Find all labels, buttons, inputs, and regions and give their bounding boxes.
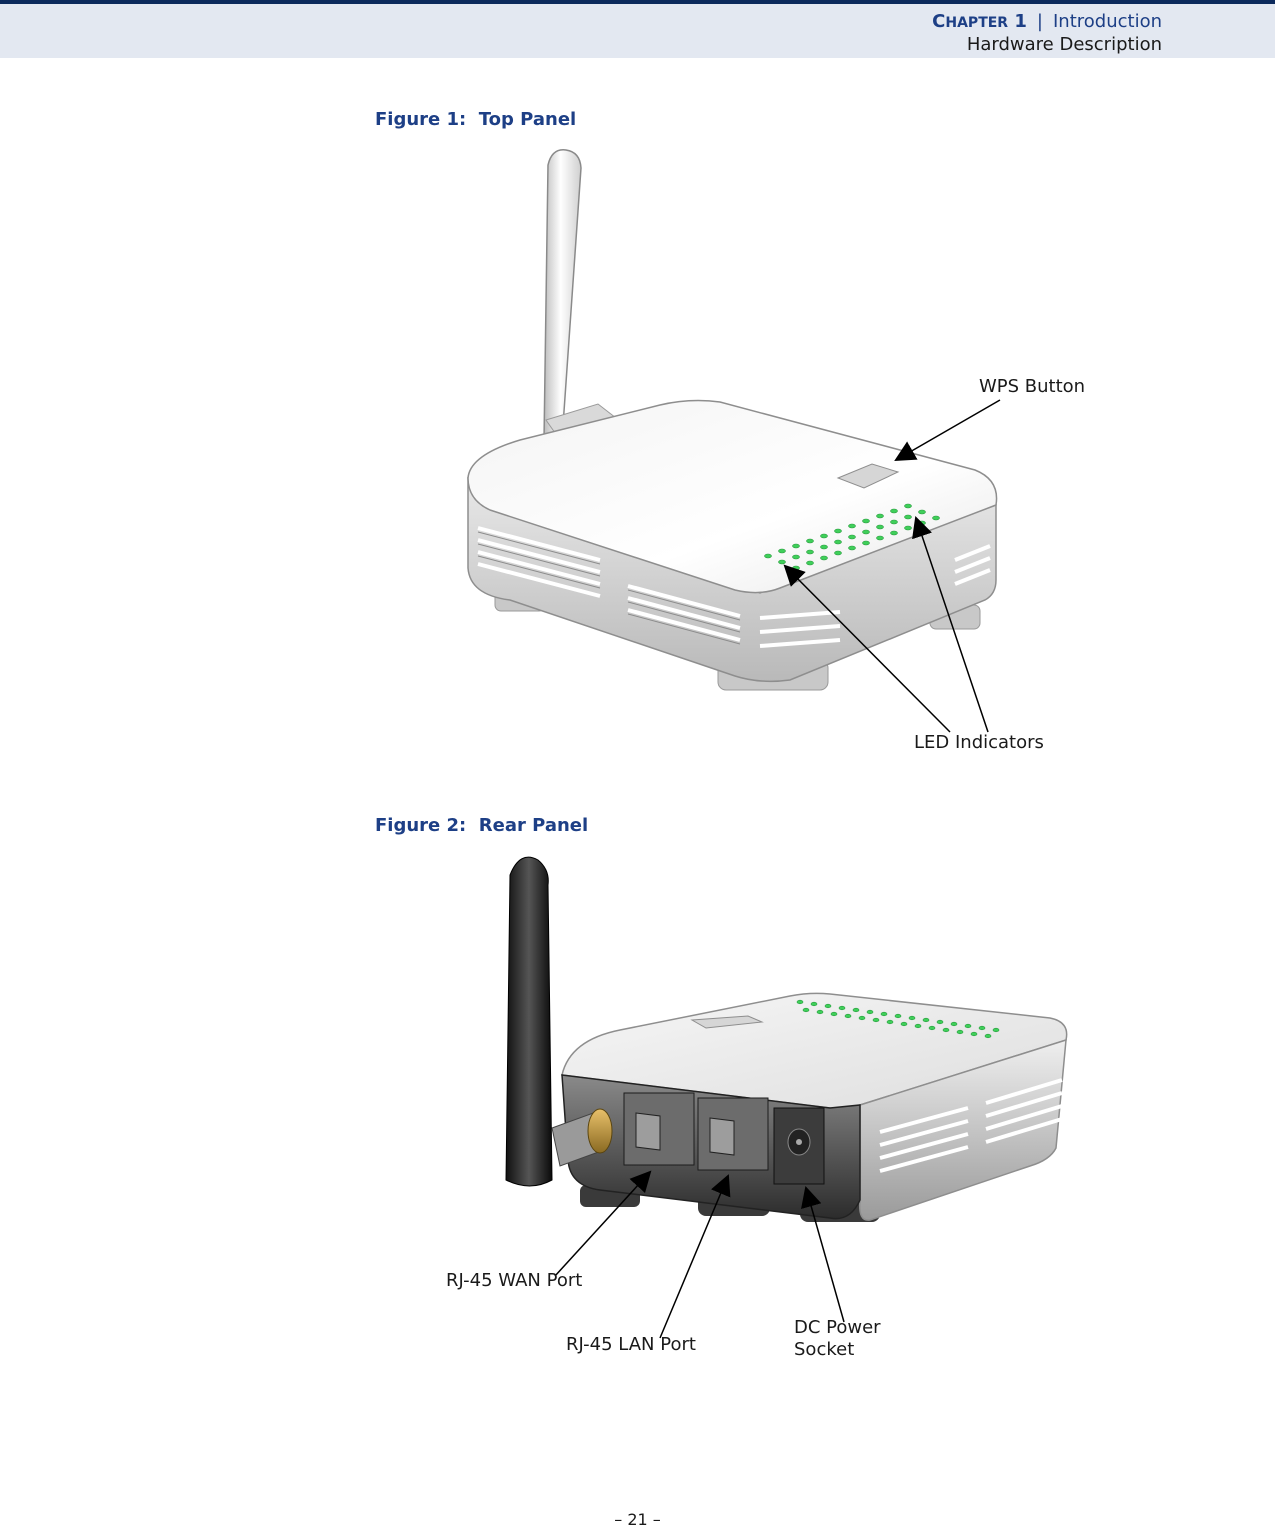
figure1-caption: Figure 1: Top Panel [375,109,577,130]
chapter-label: CHAPTER 1 [932,11,1027,32]
callout-wps-button: WPS Button [979,376,1086,397]
callout-wan-port: RJ-45 WAN Port [446,1270,583,1291]
antenna-figure2 [506,857,552,1186]
section-title: Hardware Description [966,34,1162,55]
page-number: – 21 – [614,1510,661,1529]
figure2-caption: Figure 2: Rear Panel [375,815,589,836]
callout-dc-line1: DC Power [794,1317,881,1338]
callout-dc-line2: Socket [794,1339,855,1360]
callout-lan-port: RJ-45 LAN Port [566,1334,696,1355]
header-separator: | [1036,11,1043,32]
callout-dc-power-socket [794,1317,881,1361]
chapter-title: Introduction [1052,11,1162,32]
callout-led-indicators: LED Indicators [914,732,1044,753]
